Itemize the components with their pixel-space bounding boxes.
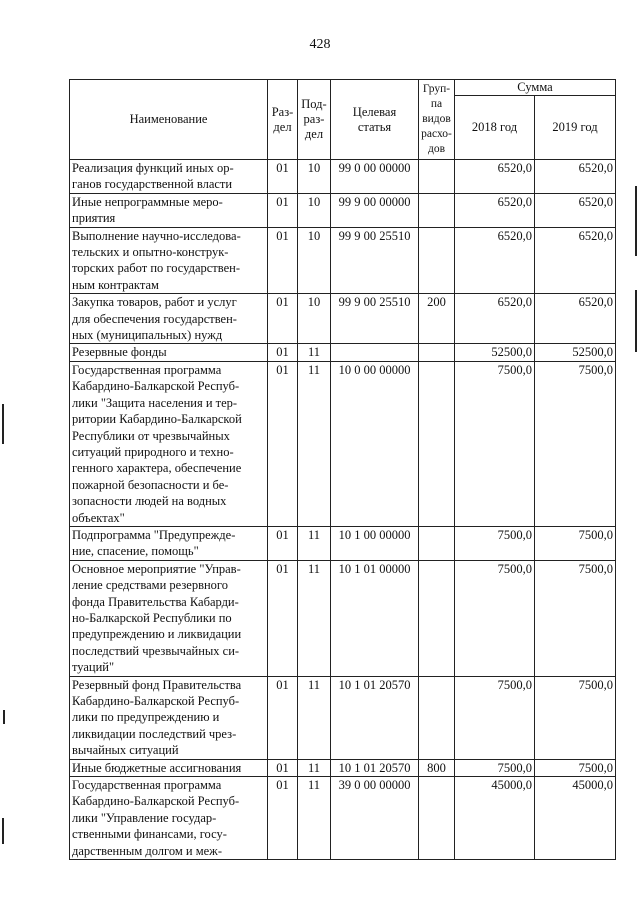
budget-table bbox=[69, 79, 616, 860]
header-subsection: Под- раз- дел bbox=[298, 80, 331, 160]
table-row bbox=[70, 526, 616, 560]
row-group: 200 bbox=[419, 294, 455, 344]
row-section: 01 bbox=[268, 193, 298, 227]
row-sum-2019: 6520,0 bbox=[535, 294, 616, 344]
header-2019: 2019 год bbox=[535, 96, 616, 160]
row-group bbox=[419, 777, 455, 860]
row-name: Реализация функций иных ор- ганов государственной власти bbox=[70, 160, 268, 194]
header-name: Наименование bbox=[70, 80, 268, 160]
row-target: 39 0 00 00000 bbox=[331, 777, 419, 860]
row-group bbox=[419, 160, 455, 194]
row-name: Государственная программа Кабардино-Балкарской Респуб- лики "Управление государ- ственными финансами, госу- дарственным долгом и меж- bbox=[70, 777, 268, 860]
row-name: Резервные фонды bbox=[70, 344, 268, 361]
edge-mark bbox=[3, 710, 5, 724]
row-section: 01 bbox=[268, 361, 298, 526]
table-row bbox=[70, 676, 616, 759]
row-subsection: 11 bbox=[298, 676, 331, 759]
row-name: Иные непрограммные меро- приятия bbox=[70, 193, 268, 227]
row-section: 01 bbox=[268, 294, 298, 344]
row-subsection: 11 bbox=[298, 526, 331, 560]
table-body bbox=[70, 160, 616, 860]
row-name: Выполнение научно-исследова- тельских и опытно-конструк- торских работ по государствен- ным контрактам bbox=[70, 227, 268, 294]
row-sum-2019: 7500,0 bbox=[535, 560, 616, 676]
row-sum-2019: 6520,0 bbox=[535, 193, 616, 227]
row-name: Основное мероприятие "Управ- ление средствами резервного фонда Правительства Кабарди- но-Балкарской Республики по предупреждению и ликвидации последствий чрезвычайных си- туаций" bbox=[70, 560, 268, 676]
row-target: 10 0 00 00000 bbox=[331, 361, 419, 526]
row-subsection: 11 bbox=[298, 759, 331, 776]
table-row bbox=[70, 160, 616, 194]
header-2018: 2018 год bbox=[455, 96, 535, 160]
row-target: 99 9 00 25510 bbox=[331, 294, 419, 344]
table-row bbox=[70, 344, 616, 361]
edge-mark bbox=[635, 186, 637, 256]
row-target: 99 9 00 25510 bbox=[331, 227, 419, 294]
row-sum-2018: 7500,0 bbox=[455, 361, 535, 526]
row-sum-2018: 7500,0 bbox=[455, 676, 535, 759]
row-target: 99 0 00 00000 bbox=[331, 160, 419, 194]
row-name: Резервный фонд Правительства Кабардино-Балкарской Респуб- лики по предупреждению и ликвидации последствий чрез- вычайных ситуаций bbox=[70, 676, 268, 759]
table-row bbox=[70, 560, 616, 676]
row-sum-2019: 45000,0 bbox=[535, 777, 616, 860]
edge-mark bbox=[635, 290, 637, 352]
row-sum-2019: 7500,0 bbox=[535, 526, 616, 560]
row-sum-2018: 7500,0 bbox=[455, 759, 535, 776]
row-sum-2019: 7500,0 bbox=[535, 759, 616, 776]
row-sum-2018: 6520,0 bbox=[455, 227, 535, 294]
row-subsection: 11 bbox=[298, 361, 331, 526]
row-target: 10 1 01 20570 bbox=[331, 676, 419, 759]
row-subsection: 10 bbox=[298, 193, 331, 227]
row-subsection: 10 bbox=[298, 294, 331, 344]
row-section: 01 bbox=[268, 560, 298, 676]
row-sum-2019: 7500,0 bbox=[535, 676, 616, 759]
row-name: Закупка товаров, работ и услуг для обеспечения государствен- ных (муниципальных) нужд bbox=[70, 294, 268, 344]
row-subsection: 10 bbox=[298, 227, 331, 294]
row-sum-2018: 6520,0 bbox=[455, 294, 535, 344]
row-sum-2018: 6520,0 bbox=[455, 193, 535, 227]
header-sum: Сумма bbox=[455, 80, 616, 96]
row-section: 01 bbox=[268, 777, 298, 860]
page-number: 428 bbox=[309, 37, 331, 52]
row-section: 01 bbox=[268, 676, 298, 759]
row-sum-2019: 6520,0 bbox=[535, 160, 616, 194]
row-section: 01 bbox=[268, 227, 298, 294]
table-row bbox=[70, 227, 616, 294]
row-target: 10 1 01 00000 bbox=[331, 560, 419, 676]
row-name: Подпрограмма "Предупрежде- ние, спасение, помощь" bbox=[70, 526, 268, 560]
row-subsection: 10 bbox=[298, 160, 331, 194]
table-header bbox=[70, 80, 616, 160]
row-group bbox=[419, 526, 455, 560]
row-group bbox=[419, 676, 455, 759]
row-sum-2018: 52500,0 bbox=[455, 344, 535, 361]
header-group: Груп- па видов расхо- дов bbox=[419, 80, 455, 160]
row-sum-2018: 7500,0 bbox=[455, 526, 535, 560]
row-group bbox=[419, 361, 455, 526]
row-subsection: 11 bbox=[298, 344, 331, 361]
row-sum-2018: 6520,0 bbox=[455, 160, 535, 194]
row-sum-2019: 6520,0 bbox=[535, 227, 616, 294]
row-section: 01 bbox=[268, 160, 298, 194]
row-name: Иные бюджетные ассигнования bbox=[70, 759, 268, 776]
table-row bbox=[70, 294, 616, 344]
row-target: 10 1 01 20570 bbox=[331, 759, 419, 776]
row-section: 01 bbox=[268, 344, 298, 361]
edge-mark bbox=[2, 818, 4, 844]
row-group bbox=[419, 227, 455, 294]
row-sum-2018: 7500,0 bbox=[455, 560, 535, 676]
row-sum-2018: 45000,0 bbox=[455, 777, 535, 860]
row-sum-2019: 7500,0 bbox=[535, 361, 616, 526]
row-group bbox=[419, 344, 455, 361]
row-section: 01 bbox=[268, 526, 298, 560]
row-group bbox=[419, 560, 455, 676]
row-subsection: 11 bbox=[298, 777, 331, 860]
row-group bbox=[419, 193, 455, 227]
row-subsection: 11 bbox=[298, 560, 331, 676]
table-row bbox=[70, 777, 616, 860]
header-target: Целевая статья bbox=[331, 80, 419, 160]
row-name: Государственная программа Кабардино-Балкарской Респуб- лики "Защита населения и тер- ритории Кабардино-Балкарской Республики от чрезвычайных ситуаций природного и техно- генного характера, обеспечение пожарной безопасности и бе- зопасности людей на водных объектах" bbox=[70, 361, 268, 526]
row-target bbox=[331, 344, 419, 361]
row-target: 99 9 00 00000 bbox=[331, 193, 419, 227]
row-group: 800 bbox=[419, 759, 455, 776]
row-sum-2019: 52500,0 bbox=[535, 344, 616, 361]
header-section: Раз- дел bbox=[268, 80, 298, 160]
table-row bbox=[70, 361, 616, 526]
edge-mark bbox=[2, 404, 4, 444]
row-section: 01 bbox=[268, 759, 298, 776]
table-row bbox=[70, 759, 616, 776]
row-target: 10 1 00 00000 bbox=[331, 526, 419, 560]
table-row bbox=[70, 193, 616, 227]
